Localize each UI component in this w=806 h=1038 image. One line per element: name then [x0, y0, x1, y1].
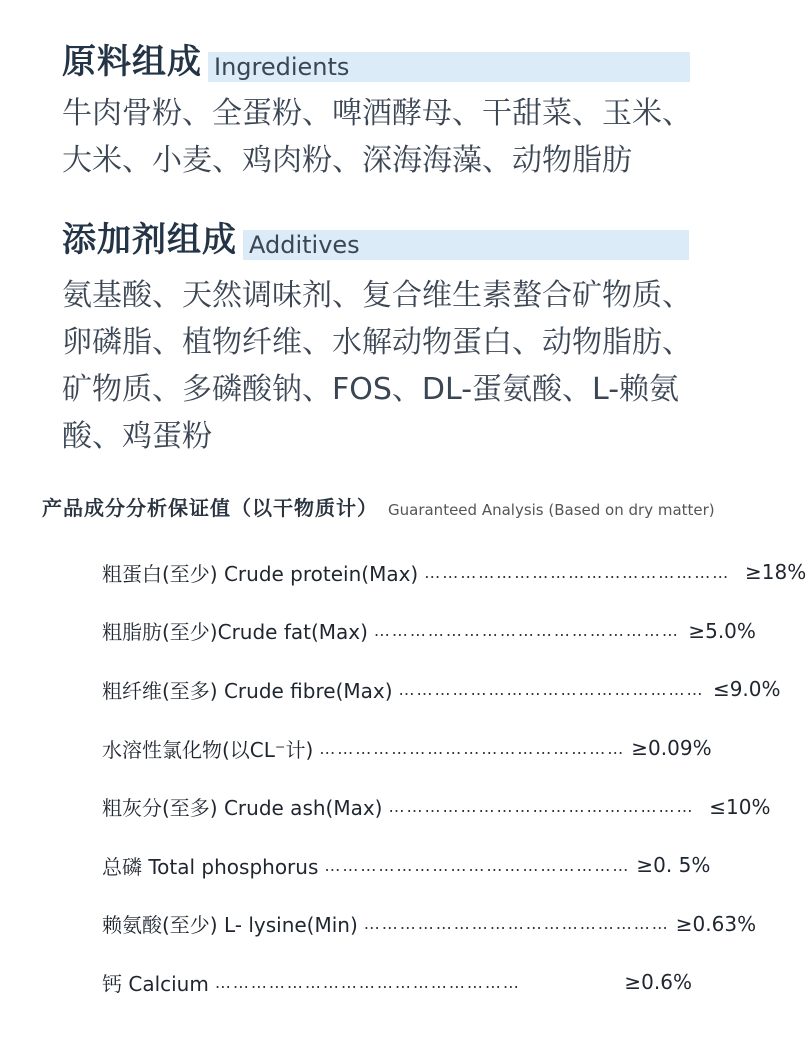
- dotted-leader: ……………………………………………: [214, 972, 521, 992]
- dotted-leader: ……………………………………………: [424, 562, 731, 582]
- ingredients-heading: [62, 42, 690, 82]
- additives-title-cn: 添加剂组成: [62, 220, 237, 260]
- analysis-row-label: 粗灰分(至多) Crude ash(Max): [102, 796, 383, 821]
- analysis-title-en: Guaranteed Analysis (Based on dry matter): [388, 501, 715, 519]
- analysis-row-label: 总磷 Total phosphorus: [102, 854, 319, 879]
- analysis-row-value: ≥0.09%: [631, 736, 712, 761]
- dotted-leader: ……………………………………………: [324, 855, 631, 875]
- additives-line-1: 氨基酸、天然调味剂、复合维生素螯合矿物质、: [62, 278, 692, 313]
- analysis-row-value: ≥0. 5%: [636, 853, 711, 878]
- analysis-row-label: 粗蛋白(至少) Crude protein(Max): [102, 561, 419, 586]
- analysis-row-value: ≥5.0%: [688, 618, 756, 643]
- additives-heading: [62, 220, 689, 260]
- analysis-row: [102, 543, 806, 602]
- analysis-row: [102, 602, 756, 661]
- analysis-row-value: ≥0.63%: [675, 911, 757, 936]
- dotted-leader: ……………………………………………: [319, 738, 626, 758]
- dotted-leader: ……………………………………………: [363, 914, 670, 934]
- analysis-row-value: ≥18%: [745, 560, 806, 585]
- analysis-row-label: 粗脂肪(至少)Crude fat(Max): [102, 620, 368, 645]
- ingredients-title-cn: 原料组成: [62, 42, 202, 82]
- ingredients-line-1: 牛肉骨粉、全蛋粉、啤酒酵母、干甜菜、玉米、: [62, 96, 692, 131]
- analysis-table: [102, 543, 806, 1012]
- analysis-row-label: 钙 Calcium: [102, 971, 209, 996]
- analysis-title-cn: 产品成分分析保证值（以干物质计）: [42, 496, 378, 520]
- ingredients-title-en: Ingredients: [208, 52, 690, 82]
- analysis-row: [102, 836, 711, 895]
- analysis-row: [102, 719, 712, 778]
- analysis-row-value: ≥0.6%: [624, 970, 692, 995]
- additives-line-3: 矿物质、多磷酸钠、FOS、DL-蛋氨酸、L-赖氨: [62, 372, 680, 407]
- additives-title-en: Additives: [243, 230, 689, 260]
- additives-list: [62, 272, 742, 460]
- analysis-row: [102, 895, 757, 954]
- dotted-leader: ……………………………………………: [388, 797, 695, 817]
- additives-line-2: 卵磷脂、植物纤维、水解动物蛋白、动物脂肪、: [62, 325, 692, 360]
- analysis-row: [102, 660, 781, 719]
- analysis-row-label: 粗纤维(至多) Crude fibre(Max): [102, 678, 393, 703]
- analysis-heading: [42, 492, 715, 521]
- dotted-leader: ……………………………………………: [373, 621, 680, 641]
- ingredients-list: [62, 90, 742, 184]
- analysis-row: [102, 953, 692, 1012]
- analysis-row: [102, 777, 771, 836]
- additives-line-4: 酸、鸡蛋粉: [62, 419, 212, 454]
- analysis-row-value: ≤9.0%: [712, 677, 781, 702]
- analysis-row-label: 赖氨酸(至少) L- lysine(Min): [102, 913, 358, 938]
- analysis-row-label: 水溶性氯化物(以CL⁻计): [102, 737, 314, 762]
- analysis-row-value: ≤10%: [709, 794, 771, 819]
- dotted-leader: ……………………………………………: [398, 679, 705, 699]
- ingredients-line-2: 大米、小麦、鸡肉粉、深海海藻、动物脂肪: [62, 143, 632, 178]
